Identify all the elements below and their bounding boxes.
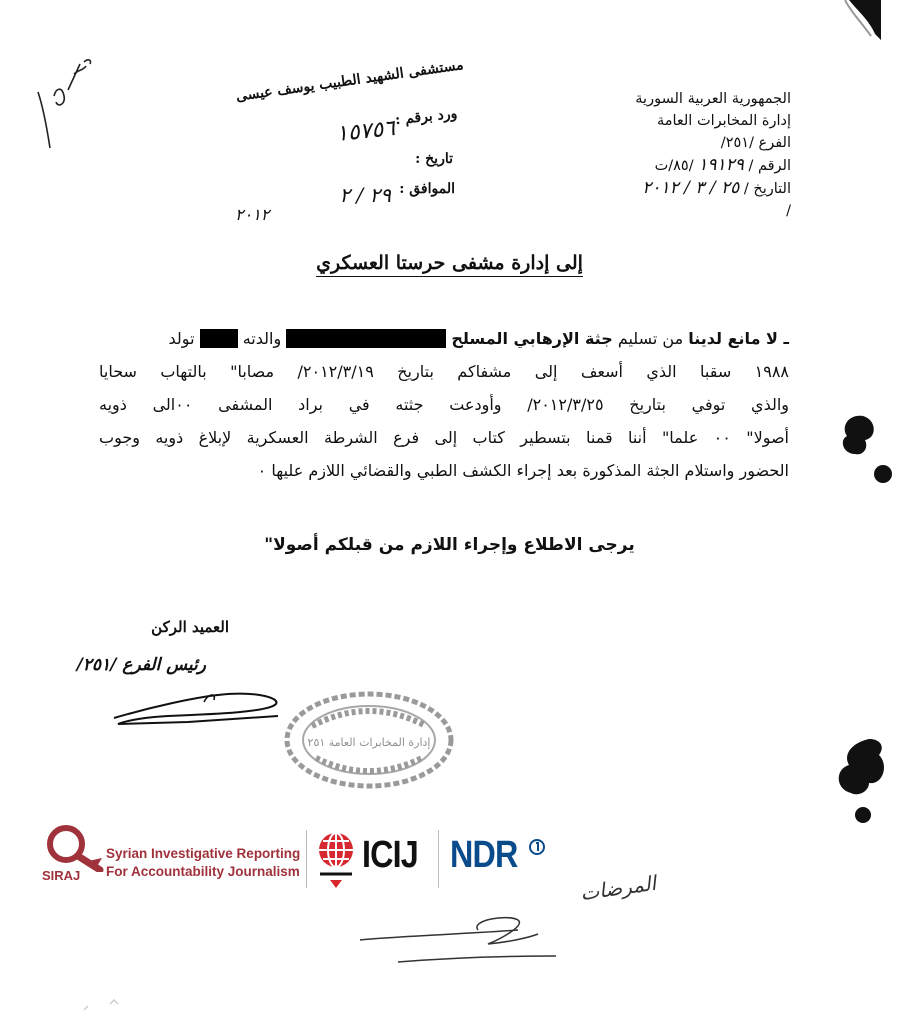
signatory-position: رئيس الفرع /٢٥١/ xyxy=(76,655,206,675)
directorate-name: إدارة المخابرات العامة xyxy=(656,113,791,129)
deceased-descriptor: جثة الإرهابي المسلح xyxy=(451,329,613,348)
signature-scribble xyxy=(108,688,288,733)
receipt-stamp xyxy=(225,57,465,235)
receipt-year-handwritten: ٢٠١٢ xyxy=(235,205,270,224)
redacted-name xyxy=(286,329,446,348)
redacted-mother-name xyxy=(200,329,238,348)
branch-number: الفرع /٢٥١/ xyxy=(720,135,791,151)
receipt-number-handwritten: ١٥٧٥٦ xyxy=(334,115,397,148)
handwritten-initials xyxy=(28,52,98,152)
date-handwritten: ٢٥ / ٣ / ٢٠١٢ xyxy=(642,178,740,198)
document-date xyxy=(541,177,791,200)
bottom-signature-scribble xyxy=(358,900,558,970)
born-label: تولد xyxy=(168,329,200,348)
body-line-1 xyxy=(99,322,789,355)
closing-request: يرجى الاطلاع وإجراء اللازم من قبلكم أصولا" xyxy=(264,535,635,555)
magnifier-icon xyxy=(40,824,104,872)
siraj-logo xyxy=(40,824,301,890)
receipt-hospital-name: مستشفى الشهيد الطبيب يوسف عيسى xyxy=(235,57,465,105)
registered-one-icon xyxy=(528,838,546,856)
ndr-logo xyxy=(450,828,560,892)
scan-artifact-top xyxy=(841,0,881,50)
logo-divider xyxy=(438,830,439,888)
date-label: التاريخ / xyxy=(743,181,791,197)
addressee xyxy=(0,252,899,274)
addressee-text: إلى إدارة مشفى حرستا العسكري xyxy=(316,252,583,277)
body-line-5: الحضور واستلام الجثة المذكورة بعد إجراء الكشف الطبي والقضائي اللازم عليها ٠ xyxy=(257,461,789,480)
icij-logo xyxy=(316,828,436,892)
trailing-slash: / xyxy=(786,203,791,219)
scan-artifact-middle xyxy=(833,410,893,490)
no-objection-phrase: ـ لا مانع لدينا xyxy=(688,329,789,348)
reference-handwritten: ١٩١٢٩ xyxy=(698,155,744,175)
mother-label: والدته xyxy=(237,329,287,348)
ndr-wordmark: NDR xyxy=(450,834,518,876)
handwritten-note: المرضات xyxy=(578,870,658,906)
receipt-number-label: ورد برقم : xyxy=(394,105,458,129)
siraj-tagline-2: For Accountability Journalism xyxy=(106,864,300,879)
scan-artifact-bottom xyxy=(829,735,889,825)
icij-wordmark: ICIJ xyxy=(362,834,418,876)
globe-icon xyxy=(316,830,356,890)
letter-body xyxy=(99,322,789,487)
official-seal xyxy=(282,688,457,793)
body-line-4: أصولا" ٠٠ علما" أننا قمنا بتسطير كتاب إلى فرع الشرطة العسكرية لإبلاغ ذويه وجوب xyxy=(99,428,789,447)
seal-text: إدارة المخابرات العامة ٢٥١ xyxy=(307,736,431,749)
reference-label: الرقم / xyxy=(748,158,791,174)
scan-specks xyxy=(80,990,140,1020)
body-line-3: والذي توفي بتاريخ ٢٠١٢/٣/٢٥/ وأودعت جثته في براد المشفى ٠٠الى ذويه xyxy=(99,395,790,414)
body-text: من تسليم xyxy=(612,329,689,348)
publisher-logos xyxy=(40,824,600,894)
reference-suffix: /٨٥/ت xyxy=(654,158,694,174)
receipt-date-label: تاريخ : xyxy=(415,151,453,167)
siraj-tagline-1: Syrian Investigative Reporting xyxy=(106,846,301,861)
reference-number xyxy=(541,154,791,177)
receipt-corresponding-label: الموافق : xyxy=(399,181,455,197)
letterhead xyxy=(541,88,791,222)
logo-divider xyxy=(306,830,307,888)
body-line-2: ١٩٨٨ سقبا الذي أسعف إلى مشفاكم بتاريخ ٢٠١٢/٣/١٩/ مصابا" بالتهاب سحايا xyxy=(99,362,790,381)
country-name: الجمهورية العربية السورية xyxy=(635,91,791,107)
signatory-rank: العميد الركن xyxy=(151,618,229,636)
receipt-date-handwritten: ٢٩ / ٢ xyxy=(339,183,391,207)
siraj-wordmark: SIRAJ xyxy=(42,868,81,883)
